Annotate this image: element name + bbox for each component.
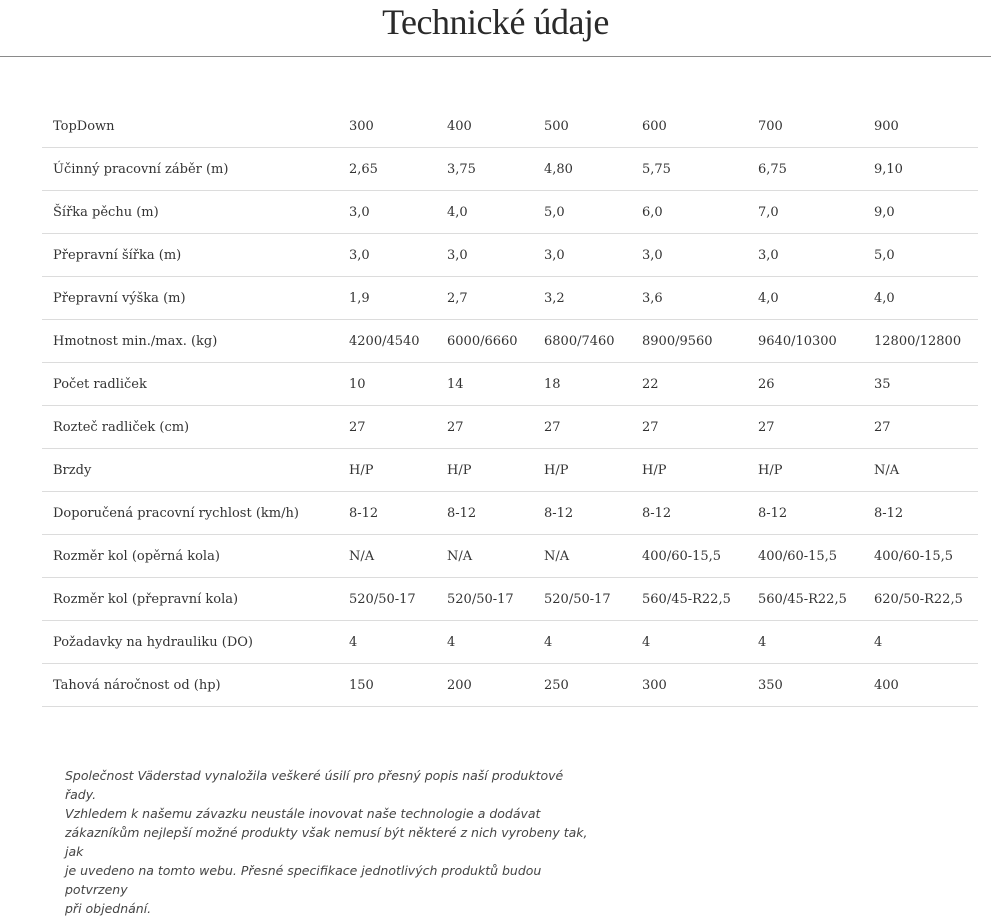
- table-cell: 22: [630, 363, 746, 406]
- table-cell: 6800/7460: [532, 320, 630, 363]
- row-label: Doporučená pracovní rychlost (km/h): [42, 492, 337, 535]
- table-cell: N/A: [435, 535, 532, 578]
- table-cell: 27: [435, 406, 532, 449]
- table-cell: 27: [746, 406, 862, 449]
- table-cell: 3,0: [532, 234, 630, 277]
- row-label: Rozteč radliček (cm): [42, 406, 337, 449]
- disclaimer-line: Vzhledem k našemu závazku neustále inovovat naše technologie a dodávat: [65, 806, 541, 821]
- page-title: Technické údaje: [382, 2, 609, 42]
- table-cell: 3,2: [532, 277, 630, 320]
- table-cell: 400/60-15,5: [862, 535, 978, 578]
- table-row: [42, 578, 978, 621]
- table-cell: 4: [532, 621, 630, 664]
- table-cell: 4: [337, 621, 435, 664]
- row-label: Počet radliček: [42, 363, 337, 406]
- disclaimer-line: Společnost Väderstad vynaložila veškeré úsilí pro přesný popis naší produktové řady.: [65, 768, 564, 802]
- table-cell: 4,0: [862, 277, 978, 320]
- table-cell: 8-12: [862, 492, 978, 535]
- table-cell: 3,0: [337, 191, 435, 234]
- table-cell: H/P: [532, 449, 630, 492]
- table-cell: 600: [630, 105, 746, 148]
- row-label: TopDown: [42, 105, 337, 148]
- table-cell: 9640/10300: [746, 320, 862, 363]
- row-label: Brzdy: [42, 449, 337, 492]
- disclaimer-line: při objednání.: [65, 901, 152, 916]
- table-row: [42, 320, 978, 363]
- table-row: [42, 234, 978, 277]
- table-cell: 5,75: [630, 148, 746, 191]
- table-cell: 4,0: [746, 277, 862, 320]
- disclaimer-line: zákazníkům nejlepší možné produkty však nemusí být některé z nich vyrobeny tak, jak: [65, 825, 588, 859]
- table-cell: 4,80: [532, 148, 630, 191]
- table-cell: 3,0: [435, 234, 532, 277]
- table-row: [42, 148, 978, 191]
- table-cell: 10: [337, 363, 435, 406]
- table-row: [42, 449, 978, 492]
- table-row: [42, 664, 978, 707]
- table-cell: 3,0: [337, 234, 435, 277]
- table-cell: 400/60-15,5: [630, 535, 746, 578]
- table-cell: H/P: [746, 449, 862, 492]
- row-label: Rozměr kol (opěrná kola): [42, 535, 337, 578]
- table-cell: H/P: [337, 449, 435, 492]
- row-label: Šířka pěchu (m): [42, 191, 337, 234]
- table-cell: 8-12: [532, 492, 630, 535]
- table-cell: 520/50-17: [337, 578, 435, 621]
- row-label: Přepravní šířka (m): [42, 234, 337, 277]
- row-label: Rozměr kol (přepravní kola): [42, 578, 337, 621]
- table-cell: 520/50-17: [532, 578, 630, 621]
- row-label: Požadavky na hydrauliku (DO): [42, 621, 337, 664]
- row-label: Hmotnost min./max. (kg): [42, 320, 337, 363]
- table-cell: 5,0: [862, 234, 978, 277]
- table-row: [42, 363, 978, 406]
- table-cell: 8-12: [630, 492, 746, 535]
- table-cell: 8900/9560: [630, 320, 746, 363]
- table-row: [42, 105, 978, 148]
- table-cell: 250: [532, 664, 630, 707]
- table-cell: 26: [746, 363, 862, 406]
- table-cell: 350: [746, 664, 862, 707]
- table-cell: 3,0: [746, 234, 862, 277]
- table-cell: 3,6: [630, 277, 746, 320]
- table-cell: 620/50-R22,5: [862, 578, 978, 621]
- row-label: Přepravní výška (m): [42, 277, 337, 320]
- table-row: [42, 621, 978, 664]
- table-cell: 4,0: [435, 191, 532, 234]
- table-cell: 5,0: [532, 191, 630, 234]
- table-cell: 4: [746, 621, 862, 664]
- table-cell: 900: [862, 105, 978, 148]
- spec-table: [42, 105, 978, 707]
- spec-table-body: [42, 105, 978, 707]
- table-cell: 4200/4540: [337, 320, 435, 363]
- table-cell: H/P: [630, 449, 746, 492]
- table-cell: 2,7: [435, 277, 532, 320]
- table-cell: 8-12: [337, 492, 435, 535]
- table-row: [42, 406, 978, 449]
- row-label: Účinný pracovní záběr (m): [42, 148, 337, 191]
- table-cell: N/A: [862, 449, 978, 492]
- table-cell: 3,0: [630, 234, 746, 277]
- table-cell: 27: [630, 406, 746, 449]
- table-cell: 300: [337, 105, 435, 148]
- table-cell: 8-12: [746, 492, 862, 535]
- table-cell: 14: [435, 363, 532, 406]
- table-cell: 9,0: [862, 191, 978, 234]
- table-row: [42, 535, 978, 578]
- table-cell: 1,9: [337, 277, 435, 320]
- table-cell: N/A: [337, 535, 435, 578]
- table-cell: 4: [435, 621, 532, 664]
- disclaimer: [65, 766, 595, 918]
- table-cell: 4: [862, 621, 978, 664]
- table-cell: 27: [532, 406, 630, 449]
- table-cell: 560/45-R22,5: [746, 578, 862, 621]
- table-cell: 6,0: [630, 191, 746, 234]
- page-header: [0, 0, 991, 57]
- table-cell: 18: [532, 363, 630, 406]
- table-cell: 400: [862, 664, 978, 707]
- table-cell: 2,65: [337, 148, 435, 191]
- table-cell: 35: [862, 363, 978, 406]
- table-cell: H/P: [435, 449, 532, 492]
- table-cell: 150: [337, 664, 435, 707]
- table-cell: N/A: [532, 535, 630, 578]
- table-cell: 27: [862, 406, 978, 449]
- table-cell: 12800/12800: [862, 320, 978, 363]
- table-cell: 3,75: [435, 148, 532, 191]
- table-cell: 400/60-15,5: [746, 535, 862, 578]
- table-row: [42, 191, 978, 234]
- table-cell: 200: [435, 664, 532, 707]
- row-label: Tahová náročnost od (hp): [42, 664, 337, 707]
- table-row: [42, 277, 978, 320]
- table-cell: 520/50-17: [435, 578, 532, 621]
- table-cell: 4: [630, 621, 746, 664]
- table-cell: 700: [746, 105, 862, 148]
- table-cell: 400: [435, 105, 532, 148]
- table-cell: 6,75: [746, 148, 862, 191]
- table-cell: 9,10: [862, 148, 978, 191]
- table-cell: 500: [532, 105, 630, 148]
- table-cell: 560/45-R22,5: [630, 578, 746, 621]
- table-cell: 6000/6660: [435, 320, 532, 363]
- disclaimer-line: je uvedeno na tomto webu. Přesné specifikace jednotlivých produktů budou potvrzeny: [65, 863, 542, 897]
- table-cell: 300: [630, 664, 746, 707]
- table-cell: 27: [337, 406, 435, 449]
- table-row: [42, 492, 978, 535]
- table-cell: 7,0: [746, 191, 862, 234]
- table-cell: 8-12: [435, 492, 532, 535]
